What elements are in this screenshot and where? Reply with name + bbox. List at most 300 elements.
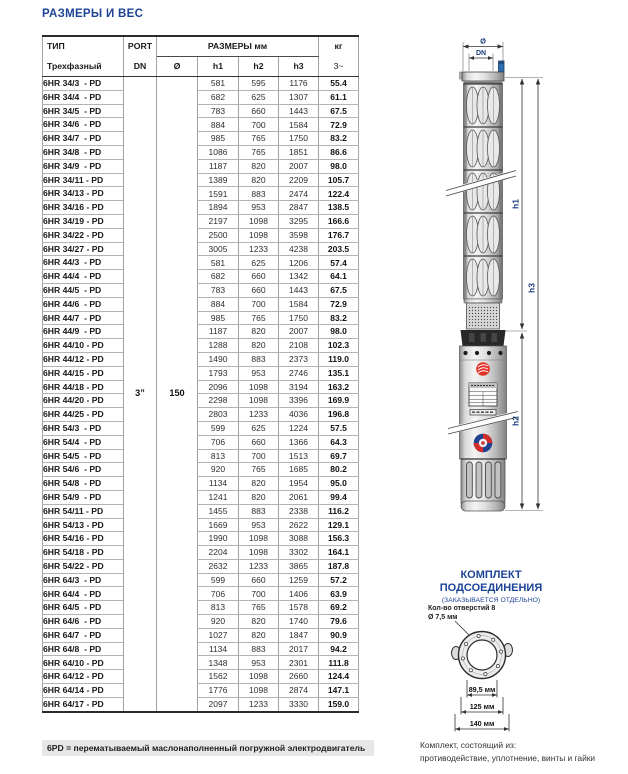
header-weight: кг bbox=[319, 36, 359, 57]
motor-ribs bbox=[461, 459, 505, 511]
h1-cell: 1894 bbox=[198, 201, 239, 215]
h1-cell: 813 bbox=[198, 449, 239, 463]
h3-cell: 2017 bbox=[279, 642, 319, 656]
motor-coupling bbox=[461, 330, 506, 346]
h1-cell: 1776 bbox=[198, 684, 239, 698]
h2-cell: 660 bbox=[239, 270, 279, 284]
h2-cell: 700 bbox=[239, 587, 279, 601]
weight-cell: 105.7 bbox=[319, 173, 359, 187]
h2-cell: 953 bbox=[239, 518, 279, 532]
weight-cell: 79.6 bbox=[319, 615, 359, 629]
model-cell: 6HR 64/14 - PD bbox=[43, 684, 124, 698]
h2-cell: 1233 bbox=[239, 242, 279, 256]
weight-cell: 203.5 bbox=[319, 242, 359, 256]
h1-cell: 581 bbox=[198, 256, 239, 270]
model-cell: 6HR 54/9 - PD bbox=[43, 490, 124, 504]
model-cell: 6HR 34/6 - PD bbox=[43, 118, 124, 132]
kit-footer-line1: Комплект, состоящий из: bbox=[420, 740, 517, 750]
h1-cell: 2500 bbox=[198, 228, 239, 242]
h2-cell: 820 bbox=[239, 615, 279, 629]
kit-title bbox=[423, 569, 559, 595]
weight-cell: 122.4 bbox=[319, 187, 359, 201]
h3-cell: 1750 bbox=[279, 132, 319, 146]
kit-footer bbox=[420, 739, 626, 766]
diameter-cell: 150 bbox=[157, 77, 198, 712]
weight-cell: 69.7 bbox=[319, 449, 359, 463]
h3-cell: 1224 bbox=[279, 421, 319, 435]
weight-cell: 156.3 bbox=[319, 532, 359, 546]
h3-cell: 1406 bbox=[279, 587, 319, 601]
h1-cell: 1288 bbox=[198, 339, 239, 353]
weight-cell: 176.7 bbox=[319, 228, 359, 242]
h1-cell: 1562 bbox=[198, 670, 239, 684]
table-row bbox=[43, 325, 359, 339]
flange-dim-outer bbox=[455, 714, 509, 732]
flange-dim-middle bbox=[461, 697, 503, 715]
table-row bbox=[43, 173, 359, 187]
model-cell: 6HR 34/3 - PD bbox=[43, 77, 124, 91]
h1-cell: 884 bbox=[198, 297, 239, 311]
h2-cell: 765 bbox=[239, 145, 279, 159]
weight-cell: 138.5 bbox=[319, 201, 359, 215]
port-dn-cell: 3” bbox=[124, 77, 157, 712]
h1-cell: 884 bbox=[198, 118, 239, 132]
model-cell: 6HR 34/27 - PD bbox=[43, 242, 124, 256]
h3-cell: 1750 bbox=[279, 311, 319, 325]
h2-cell: 883 bbox=[239, 352, 279, 366]
table-row bbox=[43, 132, 359, 146]
nameplate bbox=[469, 383, 497, 415]
table-row bbox=[43, 587, 359, 601]
h2-cell: 883 bbox=[239, 504, 279, 518]
table-row bbox=[43, 283, 359, 297]
table-row bbox=[43, 187, 359, 201]
weight-cell: 166.6 bbox=[319, 214, 359, 228]
brand-logo-icon bbox=[476, 362, 490, 376]
model-cell: 6HR 44/7 - PD bbox=[43, 311, 124, 325]
model-cell: 6HR 54/5 - PD bbox=[43, 449, 124, 463]
table-row bbox=[43, 380, 359, 394]
model-cell: 6HR 64/17 - PD bbox=[43, 697, 124, 711]
model-cell: 6HR 44/18 - PD bbox=[43, 380, 124, 394]
h1-cell: 783 bbox=[198, 283, 239, 297]
model-cell: 6HR 34/16 - PD bbox=[43, 201, 124, 215]
model-cell: 6HR 54/11 - PD bbox=[43, 504, 124, 518]
h3-cell: 1259 bbox=[279, 573, 319, 587]
header-port: PORT bbox=[124, 36, 157, 57]
h3-cell: 1176 bbox=[279, 77, 319, 91]
weight-cell: 83.2 bbox=[319, 311, 359, 325]
weight-cell: 72.9 bbox=[319, 297, 359, 311]
table-header bbox=[43, 36, 359, 77]
table-row bbox=[43, 435, 359, 449]
dn-dimension bbox=[469, 50, 493, 71]
model-cell: 6HR 54/6 - PD bbox=[43, 463, 124, 477]
weight-cell: 116.2 bbox=[319, 504, 359, 518]
h3-cell: 1443 bbox=[279, 283, 319, 297]
weight-cell: 119.0 bbox=[319, 352, 359, 366]
h1-cell: 3005 bbox=[198, 242, 239, 256]
h2-cell: 1098 bbox=[239, 214, 279, 228]
h2-dimension bbox=[511, 333, 525, 510]
model-cell: 6HR 34/4 - PD bbox=[43, 90, 124, 104]
flange-ring bbox=[452, 632, 513, 679]
h2-cell: 820 bbox=[239, 325, 279, 339]
footnote: 6PD = перематываемый маслонаполненный погружной электродвигатель bbox=[42, 740, 374, 756]
holes-count-line1: Кол-во отверстий 8 bbox=[428, 605, 496, 612]
h2-cell: 883 bbox=[239, 642, 279, 656]
header-phase: Трехфазный bbox=[43, 57, 124, 77]
table-row bbox=[43, 642, 359, 656]
model-cell: 6HR 44/6 - PD bbox=[43, 297, 124, 311]
weight-cell: 147.1 bbox=[319, 684, 359, 698]
h2-cell: 625 bbox=[239, 421, 279, 435]
model-cell: 6HR 64/5 - PD bbox=[43, 601, 124, 615]
model-cell: 6HR 44/10 - PD bbox=[43, 339, 124, 353]
h3-cell: 2474 bbox=[279, 187, 319, 201]
model-cell: 6HR 34/22 - PD bbox=[43, 228, 124, 242]
model-cell: 6HR 34/13 - PD bbox=[43, 187, 124, 201]
h1-dim-label: h1 bbox=[510, 199, 521, 209]
h3-cell: 2847 bbox=[279, 201, 319, 215]
model-cell: 6HR 54/3 - PD bbox=[43, 421, 124, 435]
h2-cell: 1233 bbox=[239, 408, 279, 422]
table-row bbox=[43, 628, 359, 642]
table-row bbox=[43, 297, 359, 311]
h1-cell: 2197 bbox=[198, 214, 239, 228]
model-cell: 6HR 54/13 - PD bbox=[43, 518, 124, 532]
h1-cell: 1134 bbox=[198, 477, 239, 491]
h2-cell: 595 bbox=[239, 77, 279, 91]
h3-cell: 3088 bbox=[279, 532, 319, 546]
weight-cell: 135.1 bbox=[319, 366, 359, 380]
model-cell: 6HR 44/9 - PD bbox=[43, 325, 124, 339]
h3-cell: 1443 bbox=[279, 104, 319, 118]
header-h3: h3 bbox=[279, 57, 319, 77]
table-row bbox=[43, 684, 359, 698]
table-row bbox=[43, 559, 359, 573]
h3-cell: 3330 bbox=[279, 697, 319, 711]
table-row bbox=[43, 408, 359, 422]
h3-cell: 1954 bbox=[279, 477, 319, 491]
flange-dim-inner bbox=[467, 680, 497, 698]
model-cell: 6HR 34/8 - PD bbox=[43, 145, 124, 159]
header-dimensions-span: РАЗМЕРЫ мм bbox=[157, 36, 319, 57]
table-row bbox=[43, 449, 359, 463]
model-cell: 6HR 64/10 - PD bbox=[43, 656, 124, 670]
table-row bbox=[43, 477, 359, 491]
table-row bbox=[43, 518, 359, 532]
h1-cell: 706 bbox=[198, 587, 239, 601]
table-row bbox=[43, 214, 359, 228]
table-row bbox=[43, 311, 359, 325]
table-row bbox=[43, 270, 359, 284]
h3-cell: 2301 bbox=[279, 656, 319, 670]
model-cell: 6HR 44/5 - PD bbox=[43, 283, 124, 297]
h2-cell: 953 bbox=[239, 201, 279, 215]
table-row bbox=[43, 615, 359, 629]
weight-cell: 163.2 bbox=[319, 380, 359, 394]
h3-cell: 2007 bbox=[279, 325, 319, 339]
model-cell: 6HR 34/5 - PD bbox=[43, 104, 124, 118]
h1-cell: 2632 bbox=[198, 559, 239, 573]
flange-dim-middle-label: 125 мм bbox=[469, 702, 495, 711]
table-row bbox=[43, 352, 359, 366]
model-cell: 6HR 44/3 - PD bbox=[43, 256, 124, 270]
h2-cell: 660 bbox=[239, 104, 279, 118]
table-row bbox=[43, 228, 359, 242]
weight-cell: 64.1 bbox=[319, 270, 359, 284]
h3-cell: 4238 bbox=[279, 242, 319, 256]
suction-strainer bbox=[464, 299, 502, 329]
h2-cell: 1098 bbox=[239, 546, 279, 560]
h1-cell: 920 bbox=[198, 463, 239, 477]
h2-cell: 660 bbox=[239, 435, 279, 449]
h1-cell: 1348 bbox=[198, 656, 239, 670]
header-h2: h2 bbox=[239, 57, 279, 77]
h3-cell: 3598 bbox=[279, 228, 319, 242]
table-row bbox=[43, 573, 359, 587]
h1-cell: 1793 bbox=[198, 366, 239, 380]
model-cell: 6HR 44/4 - PD bbox=[43, 270, 124, 284]
model-cell: 6HR 34/9 - PD bbox=[43, 159, 124, 173]
h1-cell: 682 bbox=[198, 90, 239, 104]
table-row bbox=[43, 697, 359, 711]
h3-cell: 3295 bbox=[279, 214, 319, 228]
h3-cell: 1584 bbox=[279, 297, 319, 311]
table-row bbox=[43, 656, 359, 670]
table-row bbox=[43, 242, 359, 256]
h3-cell: 2660 bbox=[279, 670, 319, 684]
table-row bbox=[43, 201, 359, 215]
h1-cell: 1591 bbox=[198, 187, 239, 201]
h3-cell: 2622 bbox=[279, 518, 319, 532]
model-cell: 6HR 64/6 - PD bbox=[43, 615, 124, 629]
model-cell: 6HR 64/12 - PD bbox=[43, 670, 124, 684]
table-row bbox=[43, 394, 359, 408]
h1-cell: 1990 bbox=[198, 532, 239, 546]
weight-cell: 69.2 bbox=[319, 601, 359, 615]
model-cell: 6HR 54/8 - PD bbox=[43, 477, 124, 491]
h1-cell: 599 bbox=[198, 421, 239, 435]
model-cell: 6HR 64/8 - PD bbox=[43, 642, 124, 656]
h2-cell: 660 bbox=[239, 573, 279, 587]
h2-cell: 700 bbox=[239, 449, 279, 463]
kit-footer-line2: противодействие, уплотнение, винты и гайки bbox=[420, 753, 596, 764]
kit-subtitle: (ЗАКАЗЫВАЕТСЯ ОТДЕЛЬНО) bbox=[441, 597, 541, 604]
pump-drawing bbox=[445, 38, 552, 516]
h3-cell: 1307 bbox=[279, 90, 319, 104]
dn-dim-label: DN bbox=[475, 50, 487, 58]
page-title: РАЗМЕРЫ И ВЕС bbox=[42, 8, 144, 20]
weight-cell: 57.5 bbox=[319, 421, 359, 435]
h3-cell: 4036 bbox=[279, 408, 319, 422]
model-cell: 6HR 54/18 - PD bbox=[43, 546, 124, 560]
h2-cell: 820 bbox=[239, 628, 279, 642]
model-cell: 6HR 64/4 - PD bbox=[43, 587, 124, 601]
h1-cell: 2204 bbox=[198, 546, 239, 560]
h3-cell: 3396 bbox=[279, 394, 319, 408]
header-diameter: Ø bbox=[157, 57, 198, 77]
table-row bbox=[43, 339, 359, 353]
table-row bbox=[43, 546, 359, 560]
weight-cell: 80.2 bbox=[319, 463, 359, 477]
table-row bbox=[43, 601, 359, 615]
table-row bbox=[43, 77, 359, 91]
h1-cell: 1490 bbox=[198, 352, 239, 366]
h2-cell: 1098 bbox=[239, 684, 279, 698]
h2-cell: 1098 bbox=[239, 394, 279, 408]
model-cell: 6HR 54/16 - PD bbox=[43, 532, 124, 546]
weight-cell: 94.2 bbox=[319, 642, 359, 656]
h2-cell: 953 bbox=[239, 656, 279, 670]
h3-cell: 2108 bbox=[279, 339, 319, 353]
h2-cell: 700 bbox=[239, 118, 279, 132]
h2-cell: 883 bbox=[239, 187, 279, 201]
diameter-dim-label: Ø bbox=[480, 38, 486, 46]
table-row bbox=[43, 159, 359, 173]
weight-cell: 164.1 bbox=[319, 546, 359, 560]
h3-cell: 2209 bbox=[279, 173, 319, 187]
weight-cell: 129.1 bbox=[319, 518, 359, 532]
h1-cell: 920 bbox=[198, 615, 239, 629]
weight-cell: 187.8 bbox=[319, 559, 359, 573]
header-type: ТИП bbox=[43, 36, 124, 57]
weight-cell: 61.1 bbox=[319, 90, 359, 104]
pump-stages bbox=[464, 84, 502, 296]
h2-cell: 765 bbox=[239, 311, 279, 325]
h2-cell: 1098 bbox=[239, 532, 279, 546]
model-cell: 6HR 34/19 - PD bbox=[43, 214, 124, 228]
h1-cell: 1187 bbox=[198, 325, 239, 339]
h2-cell: 700 bbox=[239, 297, 279, 311]
model-cell: 6HR 64/7 - PD bbox=[43, 628, 124, 642]
h3-cell: 1206 bbox=[279, 256, 319, 270]
table-row bbox=[43, 504, 359, 518]
h1-cell: 1389 bbox=[198, 173, 239, 187]
h2-cell: 625 bbox=[239, 256, 279, 270]
leader-line bbox=[455, 621, 471, 637]
h1-cell: 2803 bbox=[198, 408, 239, 422]
h2-cell: 660 bbox=[239, 283, 279, 297]
weight-cell: 55.4 bbox=[319, 77, 359, 91]
h2-cell: 625 bbox=[239, 90, 279, 104]
h2-cell: 820 bbox=[239, 339, 279, 353]
model-cell: 6HR 44/12 - PD bbox=[43, 352, 124, 366]
h2-cell: 820 bbox=[239, 490, 279, 504]
h3-cell: 1342 bbox=[279, 270, 319, 284]
table-row bbox=[43, 463, 359, 477]
h3-cell: 1740 bbox=[279, 615, 319, 629]
h1-cell: 581 bbox=[198, 77, 239, 91]
weight-cell: 63.9 bbox=[319, 587, 359, 601]
table-row bbox=[43, 490, 359, 504]
h3-cell: 1847 bbox=[279, 628, 319, 642]
weight-cell: 67.5 bbox=[319, 104, 359, 118]
weight-cell: 99.4 bbox=[319, 490, 359, 504]
h3-dimension bbox=[527, 79, 541, 510]
h3-cell: 2746 bbox=[279, 366, 319, 380]
h1-cell: 1241 bbox=[198, 490, 239, 504]
h1-cell: 985 bbox=[198, 311, 239, 325]
h2-cell: 1098 bbox=[239, 228, 279, 242]
weight-cell: 83.2 bbox=[319, 132, 359, 146]
model-cell: 6HR 54/4 - PD bbox=[43, 435, 124, 449]
h1-cell: 1455 bbox=[198, 504, 239, 518]
model-cell: 6HR 44/25 - PD bbox=[43, 408, 124, 422]
h1-cell: 1187 bbox=[198, 159, 239, 173]
h3-cell: 1578 bbox=[279, 601, 319, 615]
brand-badge-icon bbox=[474, 434, 493, 453]
table-row bbox=[43, 366, 359, 380]
h2-cell: 765 bbox=[239, 463, 279, 477]
weight-cell: 86.6 bbox=[319, 145, 359, 159]
weight-cell: 98.0 bbox=[319, 159, 359, 173]
h2-dim-label: h2 bbox=[510, 416, 521, 426]
dimensions-table-body bbox=[43, 77, 359, 712]
h1-cell: 813 bbox=[198, 601, 239, 615]
weight-cell: 67.5 bbox=[319, 283, 359, 297]
dimensions-table bbox=[42, 35, 359, 713]
table-row bbox=[43, 104, 359, 118]
h3-cell: 1685 bbox=[279, 463, 319, 477]
model-cell: 6HR 54/22 - PD bbox=[43, 559, 124, 573]
h3-cell: 3302 bbox=[279, 546, 319, 560]
h3-cell: 1366 bbox=[279, 435, 319, 449]
table-row bbox=[43, 670, 359, 684]
h2-cell: 1098 bbox=[239, 380, 279, 394]
h2-cell: 1233 bbox=[239, 559, 279, 573]
h3-cell: 3865 bbox=[279, 559, 319, 573]
model-cell: 6HR 44/15 - PD bbox=[43, 366, 124, 380]
weight-cell: 159.0 bbox=[319, 697, 359, 711]
weight-cell: 169.9 bbox=[319, 394, 359, 408]
h1-cell: 1027 bbox=[198, 628, 239, 642]
model-cell: 6HR 34/11 - PD bbox=[43, 173, 124, 187]
holes-count-line2: Ø 7,5 мм bbox=[428, 614, 458, 622]
kit-title-line1: КОМПЛЕКТ bbox=[460, 569, 522, 581]
weight-cell: 57.4 bbox=[319, 256, 359, 270]
model-cell: 6HR 34/7 - PD bbox=[43, 132, 124, 146]
flange-dim-outer-label: 140 мм bbox=[469, 719, 495, 728]
h1-cell: 2096 bbox=[198, 380, 239, 394]
h1-cell: 682 bbox=[198, 270, 239, 284]
h2-cell: 820 bbox=[239, 477, 279, 491]
header-dn: DN bbox=[124, 57, 157, 77]
h1-cell: 985 bbox=[198, 132, 239, 146]
h2-cell: 820 bbox=[239, 159, 279, 173]
weight-cell: 124.4 bbox=[319, 670, 359, 684]
h3-cell: 1513 bbox=[279, 449, 319, 463]
h3-cell: 1851 bbox=[279, 145, 319, 159]
weight-cell: 111.8 bbox=[319, 656, 359, 670]
table-row bbox=[43, 532, 359, 546]
table-row bbox=[43, 421, 359, 435]
kit-title-line2: ПОДСОЕДИНЕНИЯ bbox=[439, 582, 543, 595]
h2-cell: 820 bbox=[239, 173, 279, 187]
h3-cell: 1584 bbox=[279, 118, 319, 132]
weight-cell: 102.3 bbox=[319, 339, 359, 353]
h1-cell: 1086 bbox=[198, 145, 239, 159]
weight-cell: 90.9 bbox=[319, 628, 359, 642]
h2-cell: 765 bbox=[239, 601, 279, 615]
h3-cell: 2338 bbox=[279, 504, 319, 518]
weight-cell: 98.0 bbox=[319, 325, 359, 339]
h1-dimension bbox=[511, 79, 525, 330]
h3-cell: 2061 bbox=[279, 490, 319, 504]
top-plug bbox=[499, 61, 505, 72]
weight-cell: 64.3 bbox=[319, 435, 359, 449]
